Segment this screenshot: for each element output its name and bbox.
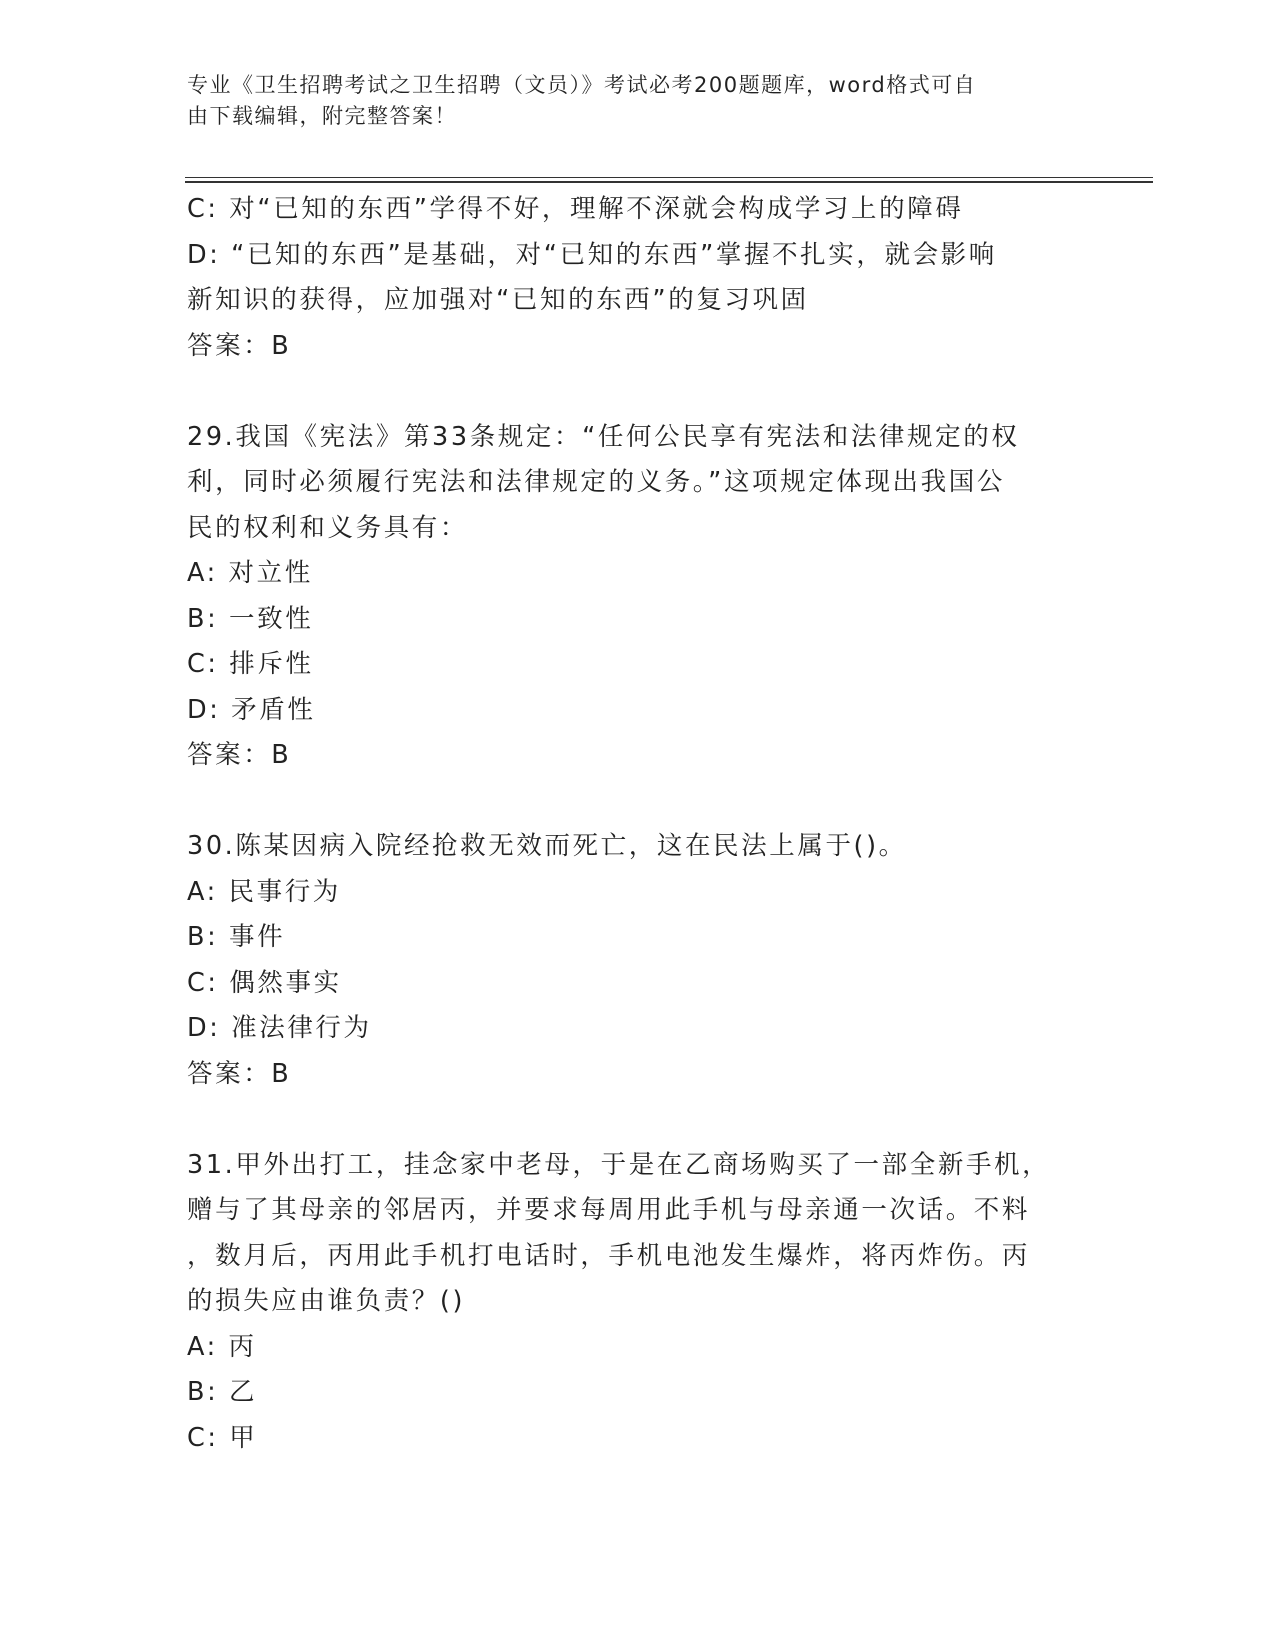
question-stem-line-2: 赠与了其母亲的邻居丙，并要求每周用此手机与母亲通一次话。不料 — [187, 1195, 1031, 1225]
header-divider-thin — [185, 177, 1153, 178]
document-body — [187, 187, 1087, 1461]
question-stem-line-3: ，数月后，丙用此手机打电话时，手机电池发生爆炸，将丙炸伤。丙 — [187, 1240, 1031, 1271]
option-b: B: 乙 — [187, 1377, 258, 1407]
option-b: B: 事件 — [187, 922, 286, 952]
option-b: B: 一致性 — [187, 603, 314, 634]
option-c: C: 偶然事实 — [187, 967, 342, 998]
option-c: C: 甲 — [187, 1422, 258, 1453]
question-stem-line-1: 29.我国《宪法》第33条规定：“任何公民享有宪法和法律规定的权 — [187, 421, 1020, 452]
question-stem-line-4: 的损失应由谁负责？() — [187, 1286, 465, 1316]
header-line-2: 由下载编辑，附完整答案！ — [187, 104, 457, 128]
option-d-line-1: D: “已知的东西”是基础，对“已知的东西”掌握不扎实，就会影响 — [187, 239, 997, 270]
answer: 答案：B — [187, 330, 292, 361]
header-divider-thick — [185, 181, 1153, 183]
spacer — [187, 369, 1087, 415]
header-line-1: 专业《卫生招聘考试之卫生招聘（文员）》考试必考200题题库，word格式可自 — [187, 73, 977, 97]
option-a: A: 民事行为 — [187, 876, 341, 907]
question-29 — [187, 415, 1087, 779]
option-c: C: 对“已知的东西”学得不好，理解不深就会构成学习上的障碍 — [187, 194, 964, 224]
option-a: A: 丙 — [187, 1331, 257, 1362]
question-31 — [187, 1143, 1087, 1462]
option-d-line-2: 新知识的获得，应加强对“已知的东西”的复习巩固 — [187, 285, 809, 315]
question-stem-line-3: 民的权利和义务具有： — [187, 512, 469, 543]
answer: 答案：B — [187, 740, 292, 770]
answer: 答案：B — [187, 1058, 292, 1089]
option-d: D: 矛盾性 — [187, 694, 316, 725]
option-c: C: 排斥性 — [187, 649, 314, 679]
question-30 — [187, 824, 1087, 1097]
question-stem-line-1: 30.陈某因病入院经抢救无效而死亡，这在民法上属于()。 — [187, 831, 907, 861]
question-stem-line-1: 31.甲外出打工，挂念家中老母，于是在乙商场购买了一部全新手机， — [187, 1149, 1051, 1180]
document-header — [187, 70, 1067, 132]
spacer — [187, 1097, 1087, 1143]
spacer — [187, 779, 1087, 825]
option-d: D: 准法律行为 — [187, 1013, 372, 1043]
question-stem-line-2: 利，同时必须履行宪法和法律规定的义务。”这项规定体现出我国公 — [187, 467, 1005, 497]
question-28-continuation — [187, 187, 1087, 369]
option-a: A: 对立性 — [187, 558, 313, 588]
